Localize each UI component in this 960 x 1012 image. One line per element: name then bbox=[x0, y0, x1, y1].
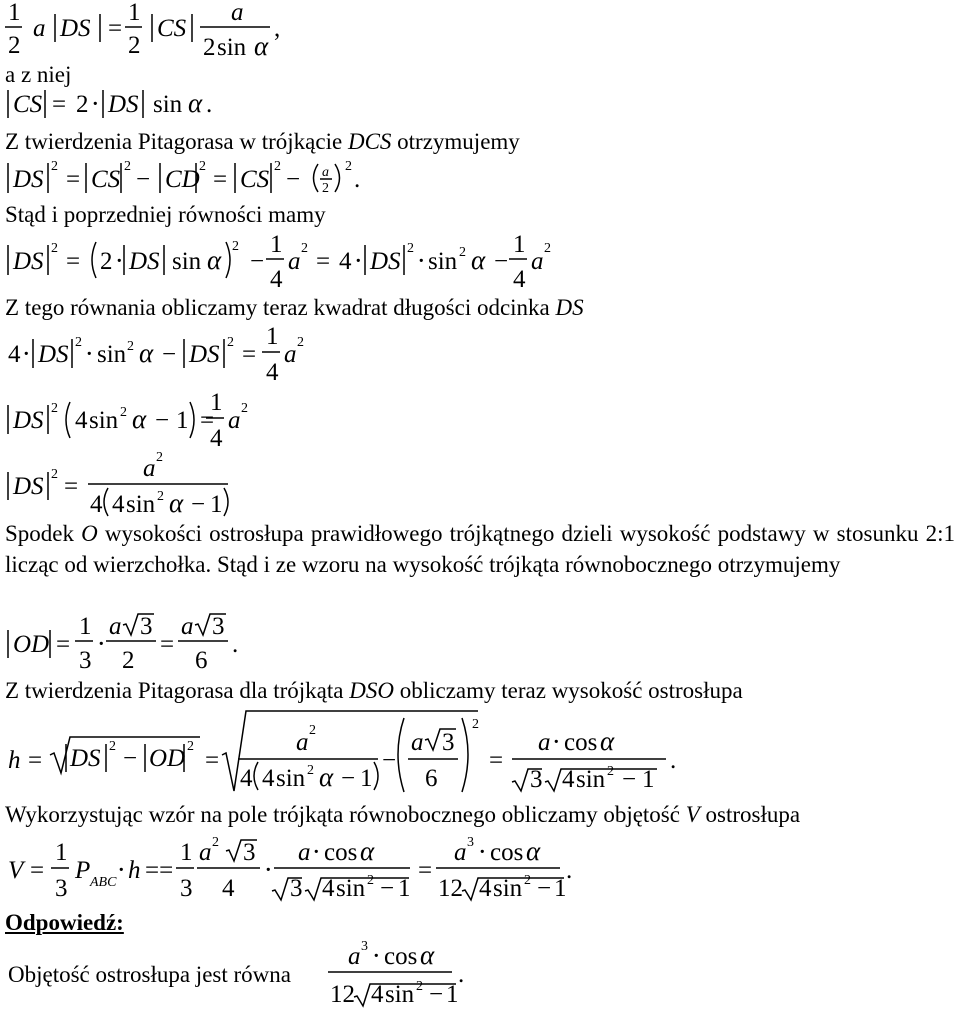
svg-text:sin: sin bbox=[276, 765, 306, 792]
svg-text:a: a bbox=[228, 407, 241, 434]
svg-text:a: a bbox=[109, 613, 122, 640]
svg-text:.: . bbox=[670, 747, 677, 774]
svg-text:V: V bbox=[8, 857, 24, 884]
svg-text:2: 2 bbox=[297, 335, 304, 350]
svg-text:1: 1 bbox=[180, 839, 193, 866]
svg-text:a: a bbox=[296, 729, 309, 756]
svg-text:CS: CS bbox=[157, 15, 187, 42]
svg-text:4: 4 bbox=[339, 248, 352, 275]
svg-text:−: − bbox=[155, 407, 170, 434]
svg-text:=: = bbox=[52, 91, 67, 118]
svg-text:DS: DS bbox=[70, 745, 101, 772]
svg-text:6: 6 bbox=[195, 647, 208, 674]
svg-text:2: 2 bbox=[51, 241, 58, 256]
svg-text:cos: cos bbox=[384, 943, 418, 970]
answer-text: Objętość ostrosłupa jest równa bbox=[8, 962, 291, 987]
svg-text:4: 4 bbox=[240, 765, 253, 792]
svg-text:1: 1 bbox=[360, 765, 373, 792]
svg-text:−: − bbox=[622, 766, 637, 793]
svg-text:sin: sin bbox=[576, 766, 606, 793]
svg-text:2: 2 bbox=[301, 241, 308, 256]
svg-text:2: 2 bbox=[203, 34, 216, 61]
svg-text:2: 2 bbox=[109, 739, 116, 754]
svg-text:CS: CS bbox=[240, 166, 270, 193]
svg-text:2: 2 bbox=[524, 873, 531, 888]
svg-text:DS: DS bbox=[13, 407, 44, 434]
svg-text:1: 1 bbox=[266, 323, 279, 350]
svg-text:sin: sin bbox=[89, 407, 119, 434]
svg-text:α: α bbox=[254, 31, 269, 61]
svg-text:⋅: ⋅ bbox=[552, 729, 561, 756]
svg-text:⋅: ⋅ bbox=[115, 248, 124, 275]
svg-text:=: = bbox=[213, 166, 228, 193]
svg-text:2: 2 bbox=[309, 723, 316, 738]
svg-text:2: 2 bbox=[274, 159, 281, 174]
svg-text:⋅: ⋅ bbox=[91, 91, 100, 118]
svg-text:α: α bbox=[319, 762, 334, 792]
svg-text:a: a bbox=[538, 729, 551, 756]
svg-text:2: 2 bbox=[416, 979, 423, 994]
svg-text:2: 2 bbox=[51, 159, 58, 174]
svg-text:OD: OD bbox=[13, 631, 50, 658]
svg-text:a: a bbox=[33, 15, 46, 42]
svg-text:cos: cos bbox=[564, 729, 598, 756]
svg-text:4: 4 bbox=[371, 981, 384, 1008]
svg-text:2: 2 bbox=[459, 245, 466, 260]
svg-text:=: = bbox=[205, 747, 220, 774]
equation-1 bbox=[5, 0, 280, 61]
svg-text:2: 2 bbox=[307, 763, 314, 778]
svg-text:−: − bbox=[429, 981, 444, 1008]
svg-text:DS: DS bbox=[13, 248, 44, 275]
svg-text:3: 3 bbox=[290, 875, 303, 902]
svg-text:2: 2 bbox=[345, 159, 352, 174]
svg-text:12: 12 bbox=[330, 981, 355, 1008]
svg-text:ABC: ABC bbox=[90, 875, 117, 890]
svg-text:sin: sin bbox=[97, 341, 127, 368]
svg-text:sin: sin bbox=[428, 248, 458, 275]
svg-text:a: a bbox=[348, 943, 361, 970]
svg-text:=: = bbox=[160, 631, 175, 658]
svg-text:DS: DS bbox=[13, 166, 44, 193]
svg-text:−: − bbox=[537, 875, 552, 902]
svg-text:⋅: ⋅ bbox=[117, 857, 126, 884]
svg-text:DS: DS bbox=[129, 248, 160, 275]
svg-text:=: = bbox=[64, 473, 79, 500]
svg-text:2: 2 bbox=[127, 339, 134, 354]
svg-text:sin: sin bbox=[217, 34, 247, 61]
svg-text:=: = bbox=[108, 15, 123, 42]
svg-text:2: 2 bbox=[120, 405, 127, 420]
svg-text:.: . bbox=[566, 857, 573, 884]
svg-text:α: α bbox=[132, 404, 147, 434]
svg-text:1: 1 bbox=[79, 613, 92, 640]
svg-text:=: = bbox=[30, 857, 45, 884]
svg-text:=: = bbox=[56, 631, 71, 658]
equation-4 bbox=[8, 231, 551, 293]
svg-text:4: 4 bbox=[90, 491, 103, 518]
svg-text:4: 4 bbox=[210, 425, 223, 452]
equation-8 bbox=[8, 613, 238, 674]
svg-text:−: − bbox=[136, 166, 151, 193]
svg-text:1: 1 bbox=[210, 491, 223, 518]
svg-text:⋅: ⋅ bbox=[264, 857, 273, 884]
svg-text:DS: DS bbox=[108, 91, 139, 118]
svg-text:h: h bbox=[8, 747, 21, 774]
svg-text:4: 4 bbox=[270, 266, 283, 293]
svg-text:⋅: ⋅ bbox=[417, 248, 426, 275]
equation-9 bbox=[8, 711, 676, 793]
svg-text:2: 2 bbox=[51, 401, 58, 416]
svg-text:3: 3 bbox=[79, 647, 92, 674]
svg-text:sin: sin bbox=[172, 248, 202, 275]
text-pitagoras-dcs: Z twierdzenia Pitagorasa w trójkącie DCS otrzymujemy bbox=[5, 129, 520, 154]
svg-text:cos: cos bbox=[324, 839, 358, 866]
svg-text:4: 4 bbox=[513, 266, 526, 293]
svg-text:2: 2 bbox=[199, 159, 206, 174]
svg-text:2: 2 bbox=[8, 32, 21, 59]
svg-text:DS: DS bbox=[189, 341, 220, 368]
svg-text:=: = bbox=[489, 747, 504, 774]
svg-text:−: − bbox=[162, 341, 177, 368]
svg-text:DS: DS bbox=[370, 248, 401, 275]
svg-text:,: , bbox=[274, 15, 281, 42]
svg-text:2: 2 bbox=[187, 739, 194, 754]
svg-text:3: 3 bbox=[180, 875, 193, 902]
text-a-z-niej: a z niej bbox=[5, 62, 72, 87]
answer-formula bbox=[328, 939, 464, 1008]
svg-text:2: 2 bbox=[157, 489, 164, 504]
svg-text:h: h bbox=[128, 857, 141, 884]
svg-text:2: 2 bbox=[124, 159, 131, 174]
svg-text:⋅: ⋅ bbox=[354, 248, 363, 275]
svg-text:α: α bbox=[360, 836, 375, 866]
svg-text:==: == bbox=[145, 857, 174, 884]
svg-text:α: α bbox=[471, 245, 486, 275]
equation-6 bbox=[8, 389, 248, 452]
svg-text:−: − bbox=[494, 248, 509, 275]
text-stad-poprzedniej: Stąd i poprzedniej równości mamy bbox=[5, 202, 326, 227]
svg-text:4: 4 bbox=[75, 407, 88, 434]
svg-text:−: − bbox=[382, 747, 397, 774]
svg-text:.: . bbox=[458, 961, 465, 988]
svg-text:=: = bbox=[66, 166, 81, 193]
svg-text:=: = bbox=[200, 407, 215, 434]
svg-text:2: 2 bbox=[367, 873, 374, 888]
svg-text:−: − bbox=[380, 875, 395, 902]
answer-heading: Odpowiedź: bbox=[5, 910, 124, 935]
svg-text:⋅: ⋅ bbox=[312, 839, 321, 866]
text-spodek-paragraph: Spodek O wysokości ostrosłupa prawidłowego trójkątnego dzieli wysokość podstawy w stosunku 2:1 licząc od wierzchołka. Stąd i ze wzoru na wysokość trójkąta równobocznego otrzymujemy bbox=[5, 521, 955, 577]
svg-text:α: α bbox=[526, 836, 541, 866]
svg-text:2: 2 bbox=[544, 241, 551, 256]
equation-3 bbox=[8, 159, 360, 196]
svg-text:a: a bbox=[231, 0, 244, 26]
svg-text:2: 2 bbox=[156, 450, 163, 465]
text-objetosc: Wykorzystując wzór na pole trójkąta równobocznego obliczamy objętość V ostrosłupa bbox=[5, 802, 801, 827]
svg-text:a: a bbox=[322, 165, 329, 180]
svg-text:⋅: ⋅ bbox=[85, 341, 94, 368]
svg-text:3: 3 bbox=[361, 939, 368, 954]
svg-text:a: a bbox=[199, 839, 212, 866]
svg-text:1: 1 bbox=[554, 875, 567, 902]
svg-text:4: 4 bbox=[562, 766, 575, 793]
text-pitagoras-dso: Z twierdzenia Pitagorasa dla trójkąta DSO obliczamy teraz wysokość ostrosłupa bbox=[5, 678, 743, 703]
svg-text:P: P bbox=[75, 857, 91, 884]
svg-text:=: = bbox=[418, 857, 433, 884]
svg-text:2: 2 bbox=[322, 181, 329, 196]
svg-text:1: 1 bbox=[270, 231, 283, 258]
svg-text:a: a bbox=[181, 613, 194, 640]
svg-text:DS: DS bbox=[60, 15, 91, 42]
svg-text:2: 2 bbox=[232, 239, 239, 254]
svg-text:DS: DS bbox=[38, 341, 69, 368]
svg-text:2: 2 bbox=[227, 335, 234, 350]
svg-text:sin: sin bbox=[493, 875, 523, 902]
svg-text:4: 4 bbox=[479, 875, 492, 902]
svg-text:3: 3 bbox=[212, 613, 225, 640]
svg-text:−: − bbox=[250, 248, 265, 275]
svg-text:−: − bbox=[191, 491, 206, 518]
svg-text:=: = bbox=[316, 248, 331, 275]
svg-text:a: a bbox=[531, 248, 544, 275]
svg-text:cos: cos bbox=[490, 839, 524, 866]
svg-text:α: α bbox=[207, 245, 222, 275]
svg-text:1: 1 bbox=[8, 0, 21, 26]
svg-text:2: 2 bbox=[241, 401, 248, 416]
svg-text:=: = bbox=[242, 341, 257, 368]
svg-text:−: − bbox=[123, 745, 138, 772]
svg-text:a: a bbox=[298, 839, 311, 866]
svg-text:a: a bbox=[411, 729, 424, 756]
svg-text:2: 2 bbox=[128, 32, 141, 59]
svg-text:4: 4 bbox=[262, 765, 275, 792]
svg-text:4: 4 bbox=[266, 359, 279, 386]
svg-text:3: 3 bbox=[530, 766, 543, 793]
svg-text:4: 4 bbox=[222, 875, 235, 902]
svg-text:2: 2 bbox=[407, 241, 414, 256]
svg-text:a: a bbox=[143, 455, 156, 482]
svg-text:α: α bbox=[600, 726, 615, 756]
svg-text:α: α bbox=[420, 940, 435, 970]
svg-text:4: 4 bbox=[112, 491, 125, 518]
svg-text:⋅: ⋅ bbox=[22, 341, 31, 368]
svg-text:1: 1 bbox=[446, 981, 459, 1008]
svg-text:3: 3 bbox=[140, 613, 153, 640]
svg-text:2: 2 bbox=[607, 764, 614, 779]
svg-text:2: 2 bbox=[76, 91, 89, 118]
svg-text:2: 2 bbox=[472, 717, 479, 732]
equation-10 bbox=[8, 835, 572, 902]
svg-text:=: = bbox=[28, 747, 43, 774]
svg-text:CD: CD bbox=[165, 166, 200, 193]
svg-text:DS: DS bbox=[13, 473, 44, 500]
svg-text:6: 6 bbox=[425, 765, 438, 792]
svg-text:sin: sin bbox=[336, 875, 366, 902]
equation-2 bbox=[8, 88, 212, 118]
svg-text:3: 3 bbox=[55, 875, 68, 902]
svg-text:1: 1 bbox=[513, 231, 526, 258]
svg-text:α: α bbox=[188, 88, 203, 118]
equation-5 bbox=[8, 323, 304, 386]
svg-text:2: 2 bbox=[75, 335, 82, 350]
svg-text:−: − bbox=[341, 765, 356, 792]
svg-text:2: 2 bbox=[51, 467, 58, 482]
svg-text:1: 1 bbox=[210, 389, 223, 416]
svg-text:.: . bbox=[206, 91, 213, 118]
svg-text:3: 3 bbox=[467, 835, 474, 850]
svg-text:OD: OD bbox=[149, 745, 186, 772]
text-kwadrat-dlugosci: Z tego równania obliczamy teraz kwadrat długości odcinka DS bbox=[5, 295, 584, 320]
svg-text:3: 3 bbox=[442, 729, 455, 756]
svg-text:α: α bbox=[169, 488, 184, 518]
svg-text:1: 1 bbox=[398, 875, 411, 902]
svg-text:1: 1 bbox=[176, 407, 189, 434]
svg-text:1: 1 bbox=[128, 0, 141, 26]
svg-text:CS: CS bbox=[13, 91, 43, 118]
svg-text:sin: sin bbox=[126, 491, 156, 518]
svg-text:a: a bbox=[284, 341, 297, 368]
svg-text:−: − bbox=[286, 166, 301, 193]
svg-text:⋅: ⋅ bbox=[97, 631, 106, 658]
svg-text:sin: sin bbox=[153, 91, 183, 118]
svg-text:4: 4 bbox=[322, 875, 335, 902]
svg-text:2: 2 bbox=[100, 248, 113, 275]
svg-text:1: 1 bbox=[642, 766, 655, 793]
svg-text:2: 2 bbox=[212, 835, 219, 850]
svg-text:sin: sin bbox=[385, 981, 415, 1008]
svg-text:12: 12 bbox=[438, 875, 463, 902]
svg-text:a: a bbox=[288, 248, 301, 275]
svg-text:⋅: ⋅ bbox=[478, 839, 487, 866]
equation-7 bbox=[8, 450, 228, 518]
svg-text:α: α bbox=[139, 338, 154, 368]
svg-text:.: . bbox=[354, 166, 361, 193]
svg-text:a: a bbox=[454, 839, 467, 866]
svg-text:4: 4 bbox=[8, 341, 21, 368]
svg-text:1: 1 bbox=[55, 839, 68, 866]
svg-text:2: 2 bbox=[122, 647, 135, 674]
svg-text:.: . bbox=[232, 631, 239, 658]
svg-text:CS: CS bbox=[91, 166, 121, 193]
svg-text:⋅: ⋅ bbox=[372, 943, 381, 970]
svg-text:=: = bbox=[66, 248, 81, 275]
svg-text:3: 3 bbox=[243, 839, 256, 866]
